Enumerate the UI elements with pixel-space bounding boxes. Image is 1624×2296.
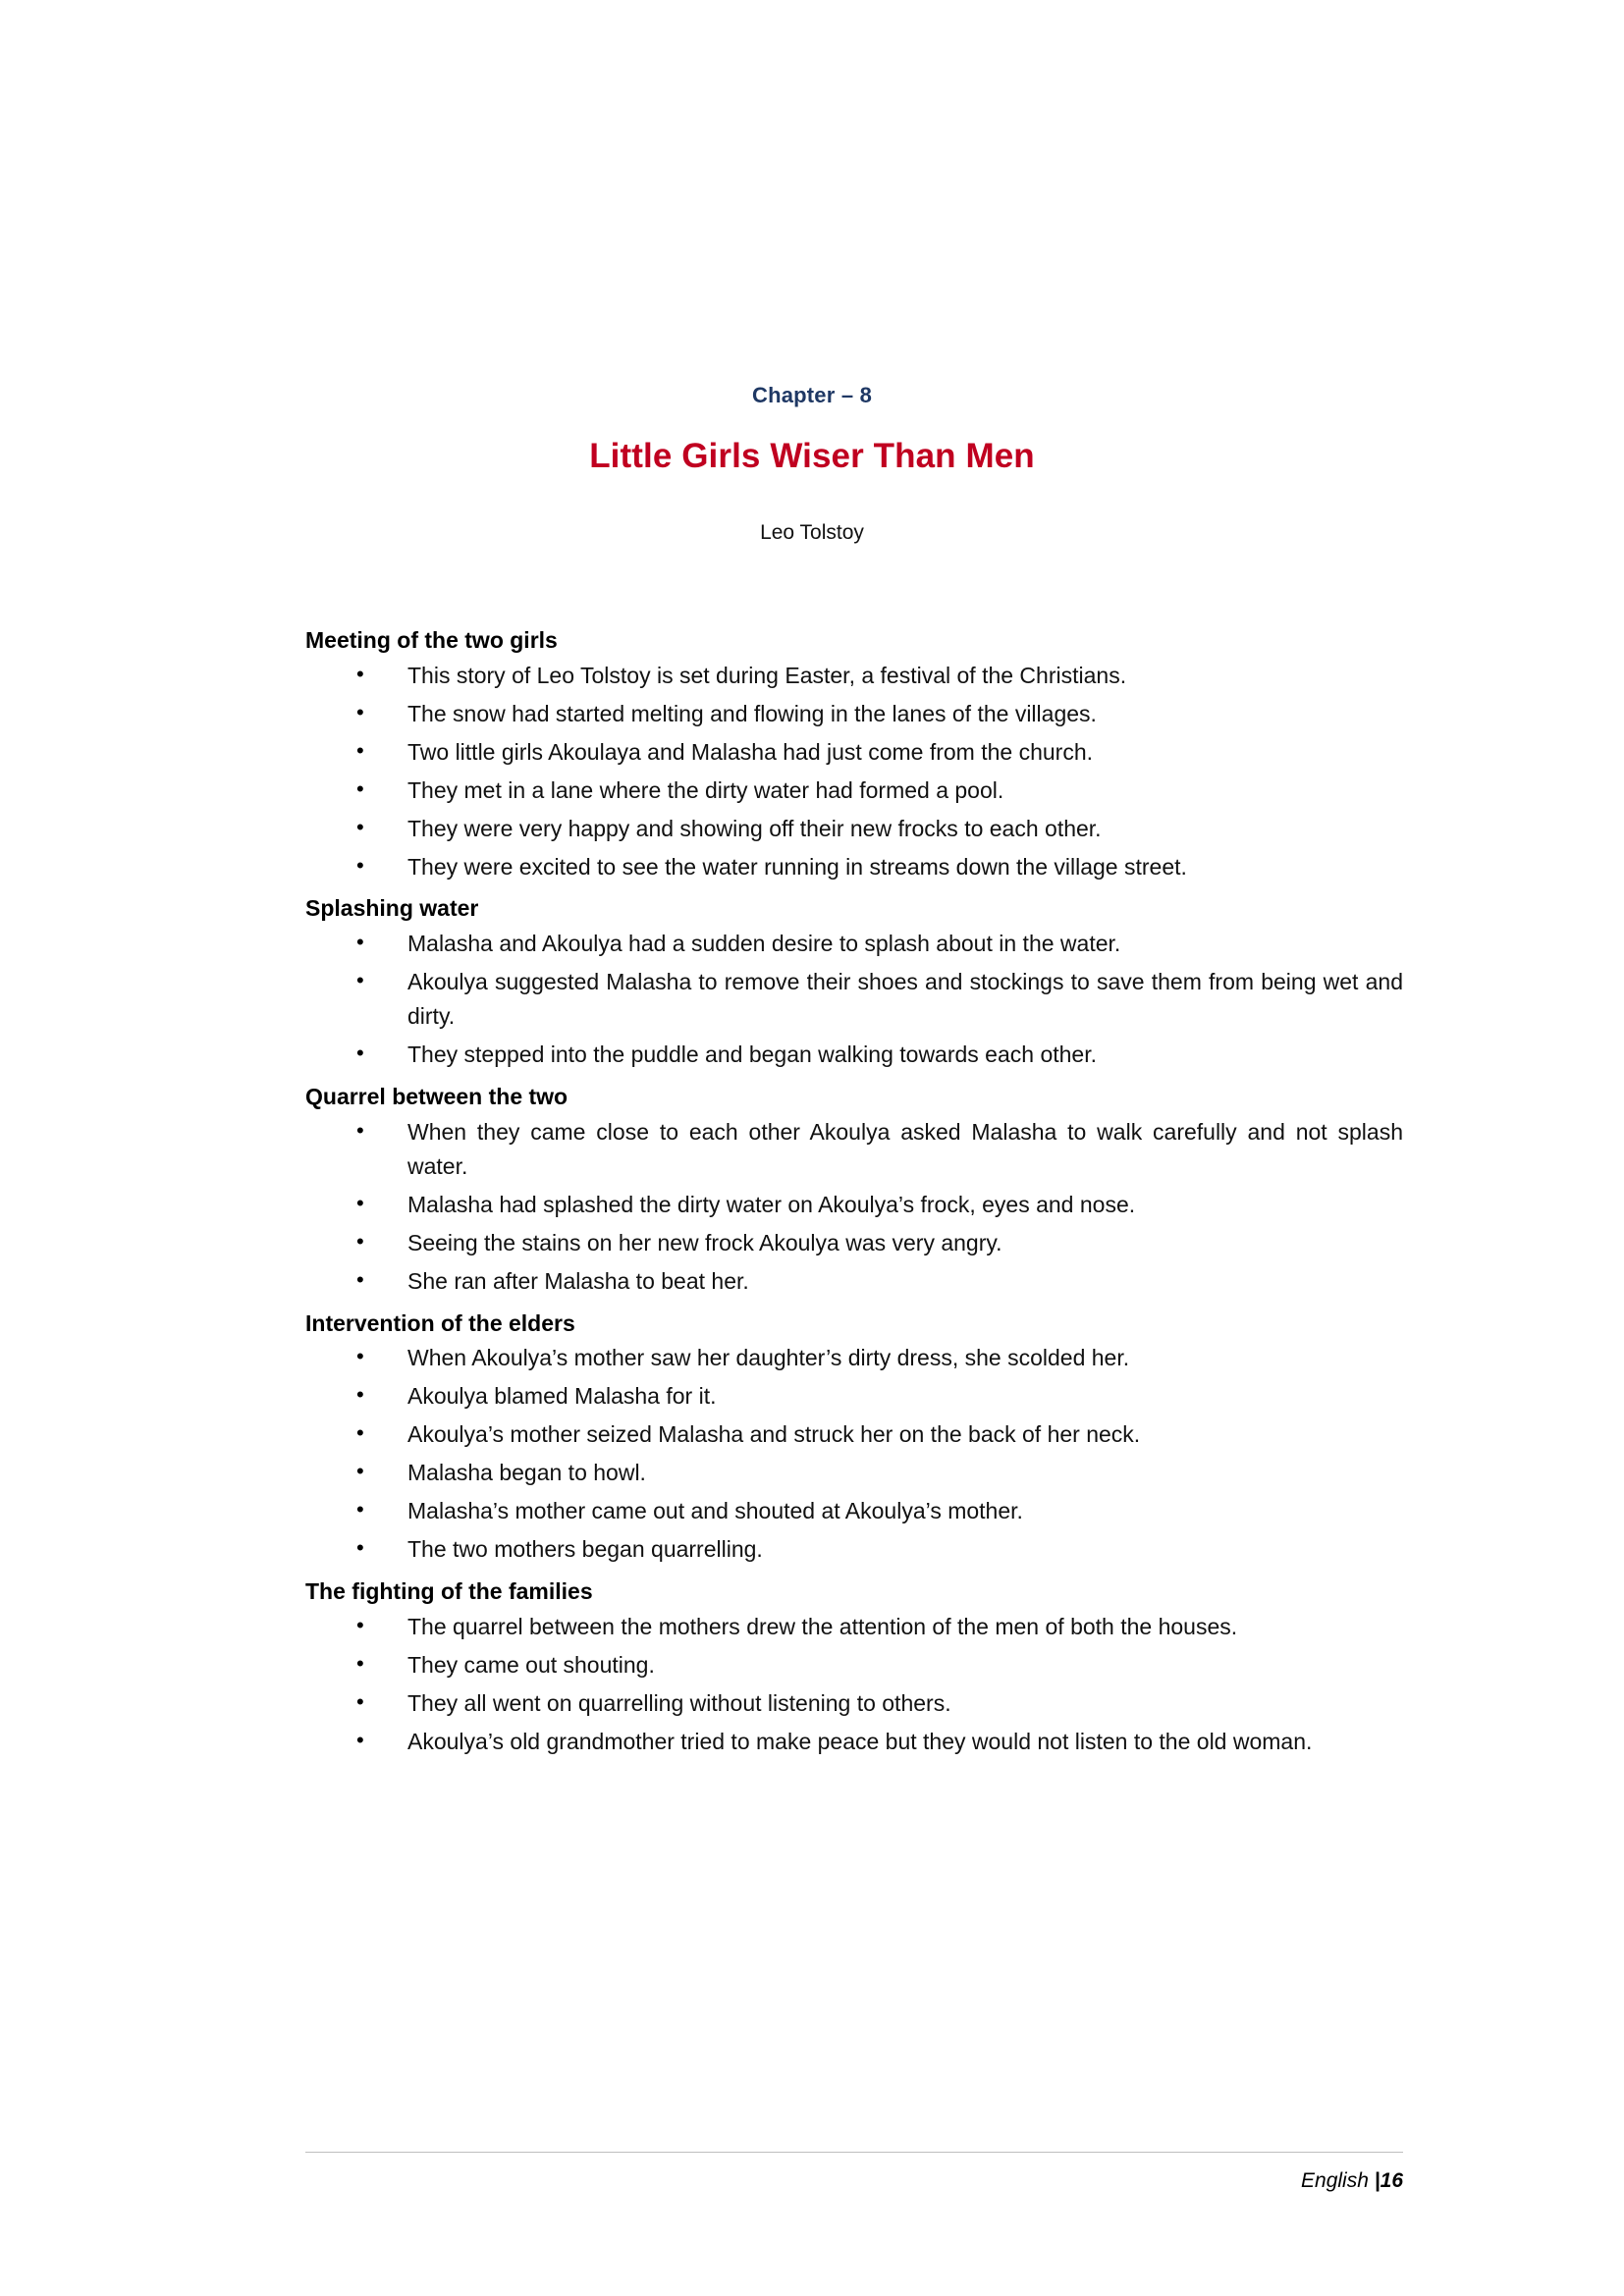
list-item: • Malasha’s mother came out and shouted at Akoulya’s mother.: [305, 1494, 1403, 1528]
content-section: [305, 894, 1403, 1072]
list-item: • The snow had started melting and flowing in the lanes of the villages.: [305, 697, 1403, 731]
list-item: • When Akoulya’s mother saw her daughter’s dirty dress, she scolded her.: [305, 1341, 1403, 1375]
content-section: [305, 1577, 1403, 1759]
list-item: • Malasha and Akoulya had a sudden desire to splash about in the water.: [305, 927, 1403, 961]
section-heading: Meeting of the two girls: [305, 627, 558, 653]
list-item: • They stepped into the puddle and began walking towards each other.: [305, 1038, 1403, 1072]
page-title: Little Girls Wiser Than Men: [589, 437, 1035, 476]
list-item: • Two little girls Akoulaya and Malasha had just come from the church.: [305, 735, 1403, 770]
list-item: • They all went on quarrelling without listening to others.: [305, 1686, 1403, 1721]
list-item: • Akoulya suggested Malasha to remove their shoes and stockings to save them from being wet and dirty.: [305, 965, 1403, 1034]
list-item: • The quarrel between the mothers drew the attention of the men of both the houses.: [305, 1610, 1403, 1644]
footer-separator: |: [1374, 2169, 1380, 2192]
bullet-list: [305, 1341, 1403, 1567]
content-section: [305, 1083, 1403, 1299]
bullet-list: [305, 1115, 1403, 1299]
list-item: • When they came close to each other Akoulya asked Malasha to walk carefully and not splash water.: [305, 1115, 1403, 1184]
author-byline: Leo Tolstoy: [760, 521, 864, 545]
list-item: • They were excited to see the water running in streams down the village street.: [305, 850, 1403, 884]
list-item: • Malasha began to howl.: [305, 1456, 1403, 1490]
section-heading: Splashing water: [305, 895, 479, 922]
list-item: • They came out shouting.: [305, 1648, 1403, 1682]
list-item: • Akoulya’s mother seized Malasha and struck her on the back of her neck.: [305, 1417, 1403, 1452]
chapter-label: Chapter – 8: [751, 383, 873, 407]
bullet-list: [305, 1610, 1403, 1759]
list-item: • Akoulya’s old grandmother tried to make peace but they would not listen to the old woman.: [305, 1725, 1403, 1759]
list-item: • Malasha had splashed the dirty water on Akoulya’s frock, eyes and nose.: [305, 1188, 1403, 1222]
list-item: • The two mothers began quarrelling.: [305, 1532, 1403, 1567]
list-item: • She ran after Malasha to beat her.: [305, 1264, 1403, 1299]
list-item: • Seeing the stains on her new frock Akoulya was very angry.: [305, 1226, 1403, 1260]
list-item: • This story of Leo Tolstoy is set during Easter, a festival of the Christians.: [305, 659, 1403, 693]
content-section: [305, 626, 1403, 883]
content-section: [305, 1309, 1403, 1567]
document-header: [0, 383, 1624, 546]
footer-subject: English: [1301, 2169, 1375, 2192]
document-body: [305, 626, 1403, 1763]
page-number: 16: [1380, 2169, 1403, 2192]
list-item: • They were very happy and showing off their new frocks to each other.: [305, 812, 1403, 846]
section-heading: Quarrel between the two: [305, 1084, 568, 1110]
section-heading: Intervention of the elders: [305, 1309, 575, 1336]
footer-text: [305, 2168, 1403, 2193]
bullet-list: [305, 927, 1403, 1072]
bullet-list: [305, 659, 1403, 884]
page-footer: [305, 2152, 1403, 2193]
list-item: • Akoulya blamed Malasha for it.: [305, 1379, 1403, 1414]
footer-divider: [305, 2152, 1403, 2153]
list-item: • They met in a lane where the dirty water had formed a pool.: [305, 774, 1403, 808]
section-heading: The fighting of the families: [305, 1578, 593, 1605]
